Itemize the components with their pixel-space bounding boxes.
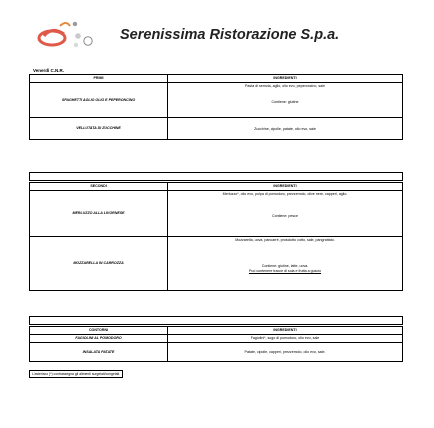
dish-ingredients: Fagiolini*, sugo di pomodoro, olio evo, sale xyxy=(168,335,403,343)
dish-ingredients: Zucchine, cipolle, patate, olio evo, sale xyxy=(168,118,403,140)
ingredients-text: Merluzzo*, olio evo, polpa di pomodoro, prezzemolo, olive nere, capperi, aglio. xyxy=(222,192,348,196)
table-row xyxy=(30,83,403,118)
company-logo-icon xyxy=(30,16,94,52)
section-separator xyxy=(29,316,403,325)
dish-ingredients xyxy=(168,237,403,291)
table-header-row xyxy=(30,183,403,191)
dish-name: FAGIOLINI AL POMODORO xyxy=(30,335,168,343)
dish-ingredients xyxy=(168,191,403,237)
header xyxy=(30,16,410,52)
column-header-secondi: SECONDI xyxy=(30,183,168,191)
column-header-ingredients: INGREDIENTI xyxy=(168,75,403,83)
allergen-contains: Contiene: glutine, latte, uova. xyxy=(261,264,309,269)
ingredients-text: Pasta di semola, aglio, olio evo, peperoncino, sale xyxy=(245,84,325,88)
column-header-ingredients: INGREDIENTI xyxy=(168,183,403,191)
dish-name: MERLUZZO ALLA LIVORNESE xyxy=(30,191,168,237)
allergen-traces: Può contenere tracce di soia e frutta a guscio xyxy=(248,268,322,273)
dish-name: INSALATA PATATE xyxy=(30,343,168,362)
column-header-ingredients: INGREDIENTI xyxy=(168,327,403,335)
table-row xyxy=(30,335,403,343)
table-row xyxy=(30,237,403,291)
column-header-contorni: CONTORNI xyxy=(30,327,168,335)
table-row xyxy=(30,191,403,237)
dish-name: SPAGHETTI AGLIO OLIO E PEPERONCINO xyxy=(30,83,168,118)
allergen-contains: Contiene: pesce xyxy=(272,214,298,219)
contorni-table xyxy=(29,326,403,362)
table-row xyxy=(30,343,403,362)
primi-table xyxy=(29,74,403,140)
dish-name: MOZZARELLA IN CARROZZA xyxy=(30,237,168,291)
column-header-primi: PRIMI xyxy=(30,75,168,83)
table-header-row xyxy=(30,327,403,335)
separator-cell xyxy=(30,173,403,181)
table-header-row xyxy=(30,75,403,83)
allergen-contains: Contiene: glutine xyxy=(271,100,299,105)
secondi-table xyxy=(29,182,403,291)
ingredients-text: Mozzarella, uova, pancarrè, prosciutto cotto, sale, pangrattato. xyxy=(235,238,335,242)
frozen-footnote: L'asterisco (*) contrassegna gli alimenti surgelati/congelati. xyxy=(29,370,123,378)
dish-ingredients xyxy=(168,83,403,118)
dish-ingredients: Patate, cipolle, capperi, prezzemolo, olio evo, sale. xyxy=(168,343,403,362)
separator-cell xyxy=(30,317,403,325)
menu-day-label: Venerdì C.N.R. xyxy=(33,68,65,73)
company-name: Serenissima Ristorazione S.p.a. xyxy=(120,27,340,43)
section-separator xyxy=(29,172,403,181)
table-row xyxy=(30,118,403,140)
dish-name: VELLUTATA DI ZUCCHINE xyxy=(30,118,168,140)
